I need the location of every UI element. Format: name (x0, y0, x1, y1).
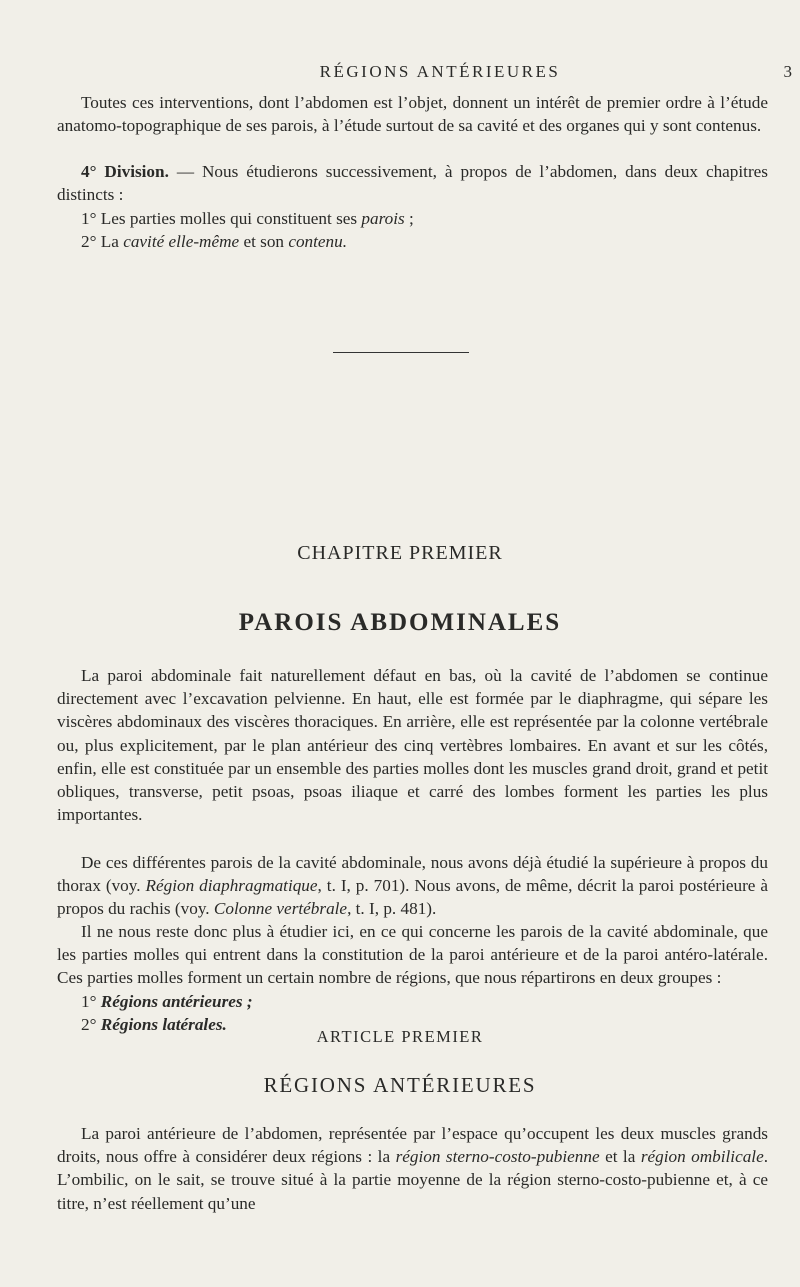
item2-italic1: cavité elle-même (123, 232, 240, 251)
running-title: RÉGIONS ANTÉRIEURES (319, 62, 561, 81)
chapter-title: PAROIS ABDOMINALES (238, 609, 562, 636)
article-paragraph (57, 1122, 768, 1215)
article-ref-sterno: région sterno-costo-pubienne (395, 1147, 600, 1167)
article-text-a: La paroi antérieure de l’abdomen, représentée par l’espace qu’occupent les deux muscles grands droits, nous offre à considérer deux régions : la (57, 1124, 768, 1167)
article-label: ARTICLE PREMIER (316, 1027, 484, 1046)
p2-text-b: , t. I, p. 701). Nous avons, de même, décrit la paroi postérieure à propos du rachis (voy. (57, 876, 769, 919)
section-divider (333, 352, 469, 353)
article-ref-ombilicale: région ombilicale (640, 1147, 764, 1167)
group-item-anterieures (81, 990, 253, 1013)
running-header (80, 62, 800, 86)
item2-italic2: contenu. (288, 232, 348, 251)
p2-ref-diaphragmatique: Région diaphragmatique (145, 876, 318, 896)
body-paragraph-2 (57, 851, 768, 921)
intro-paragraph: Toutes ces interventions, dont l’abdomen est l’objet, donnent un intérêt de premier ordre à l’étude anatomo-topographique de ses parois, à l’étude surtout de sa cavité et des organes qui y sont contenus. (57, 93, 768, 136)
item1-suffix: ; (404, 209, 414, 228)
item2-prefix: 2° La (81, 232, 124, 251)
item2-mid: et son (239, 232, 289, 251)
group2-num: 2° (81, 1015, 97, 1034)
page-number: 3 (783, 62, 792, 81)
item1-prefix: 1° Les parties molles qui constituent ses (81, 209, 362, 228)
division-label: 4° Division. (81, 162, 169, 181)
body-paragraph-1: La paroi abdominale fait naturellement défaut en bas, où la cavité de l’abdomen se continue directement avec l’excavation pelvienne. En haut, elle est formée par le diaphragme, qui sépare les viscères abdominaux des viscères thoraciques. En arrière, elle est représentée par la colonne vertébrale ou, plus explicitement, par le plan antérieur des cinq vertèbres lombaires. En avant et sur les côtés, enfin, elle est constituée par un ensemble des parties molles dont les muscles grand droit, grand et petit obliques, transverse, petit psoas, psoas iliaque et carré des lombes forment les parties les plus importantes. (57, 666, 768, 825)
item1-italic: parois (361, 209, 405, 228)
list-item-parois (81, 207, 414, 230)
group1-label: Régions antérieures ; (100, 992, 253, 1011)
chapter-label: CHAPITRE PREMIER (297, 542, 503, 564)
p2-text-a: De ces différentes parois de la cavité abdominale, nous avons déjà étudié la supérieure à propos du thorax (voy. (57, 853, 768, 896)
article-title: RÉGIONS ANTÉRIEURES (263, 1073, 537, 1097)
article-text-b: et la (599, 1147, 641, 1167)
article-text-c: . L’ombilic, on le sait, se trouve situé à la partie moyenne de la région sterno-costo-pubienne et, à ce titre, n’est réellement qu’une (57, 1147, 768, 1213)
list-item-cavite (81, 230, 347, 253)
group2-label: Régions latérales. (100, 1015, 227, 1034)
p2-ref-colonne: Colonne vertébrale (213, 899, 348, 919)
p2-text-c: , t. I, p. 481). (347, 899, 437, 919)
division-paragraph (57, 160, 768, 206)
body-paragraph-3: Il ne nous reste donc plus à étudier ici, en ce qui concerne les parois de la cavité abdominale, que les parties molles qui entrent dans la constitution de la paroi antérieure et de la paroi antéro-latérale. Ces parties molles forment un certain nombre de régions, que nous répartirons en deux groupes : (57, 922, 768, 988)
division-text: — Nous étudierons successivement, à propos de l’abdomen, dans deux chapitres distincts : (57, 162, 768, 205)
group1-num: 1° (81, 992, 97, 1011)
